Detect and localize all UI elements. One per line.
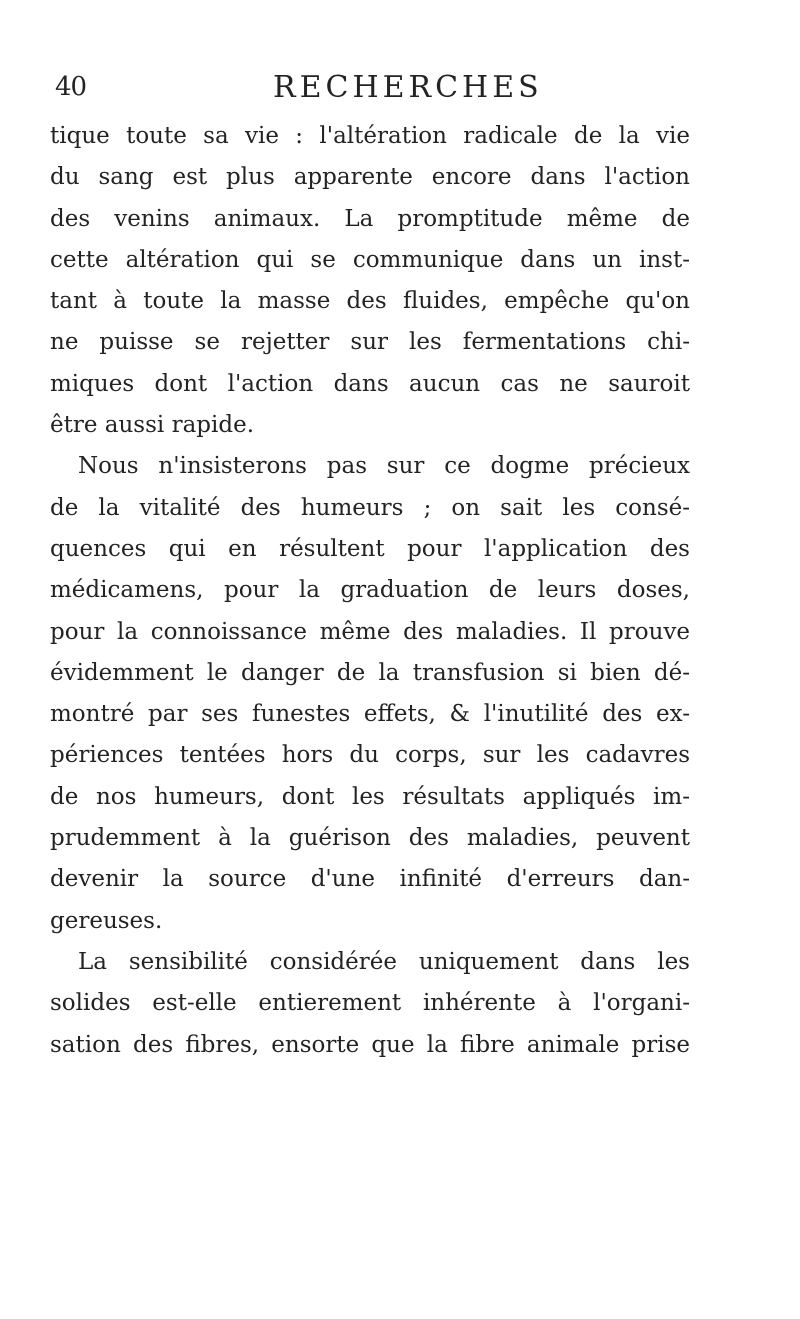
paragraph-1 <box>50 116 690 446</box>
text-line: Nous n'insisterons pas sur ce dogme précieux <box>78 453 690 480</box>
text-line: tant à toute la masse des fluides, empêche qu'on <box>50 288 690 315</box>
page-number: 40 <box>55 72 87 102</box>
text-line: périences tentées hors du corps, sur les cadavres <box>50 742 690 769</box>
text-line: montré par ses funestes effets, & l'inutilité des ex- <box>50 701 690 728</box>
text-line: médicamens, pour la graduation de leurs doses, <box>50 577 690 604</box>
text-line: solides est-elle entierement inhérente à l'organi- <box>50 990 690 1017</box>
text-line: gereuses. <box>50 907 163 934</box>
paragraph-3 <box>50 942 690 1066</box>
text-line: sation des fibres, ensorte que la fibre animale prise <box>50 1031 690 1058</box>
text-line: évidemment le danger de la transfusion si bien dé- <box>50 659 690 686</box>
text-line: de la vitalité des humeurs ; on sait les consé- <box>50 494 690 521</box>
text-line: ne puisse se rejetter sur les fermentations chi- <box>50 329 690 356</box>
text-line: prudemment à la guérison des maladies, peuvent <box>50 825 690 852</box>
text-line: La sensibilité considérée uniquement dans les <box>78 948 690 975</box>
text-line: de nos humeurs, dont les résultats appliqués im- <box>50 783 690 810</box>
text-line: du sang est plus apparente encore dans l'action <box>50 164 690 191</box>
body-text <box>50 116 690 1066</box>
text-line: quences qui en résultent pour l'application des <box>50 535 690 562</box>
paragraph-2 <box>50 446 690 942</box>
text-line: devenir la source d'une infinité d'erreurs dan- <box>50 866 690 893</box>
running-title: RECHERCHES <box>273 70 543 105</box>
text-line: être aussi rapide. <box>50 412 255 439</box>
text-line: des venins animaux. La promptitude même de <box>50 205 690 232</box>
text-line: tique toute sa vie : l'altération radicale de la vie <box>50 123 690 149</box>
text-line: pour la connoissance même des maladies. Il prouve <box>50 618 690 645</box>
text-line: cette altération qui se communique dans un inst- <box>50 246 690 273</box>
text-line: miques dont l'action dans aucun cas ne sauroit <box>50 370 690 397</box>
page-header <box>55 70 615 110</box>
